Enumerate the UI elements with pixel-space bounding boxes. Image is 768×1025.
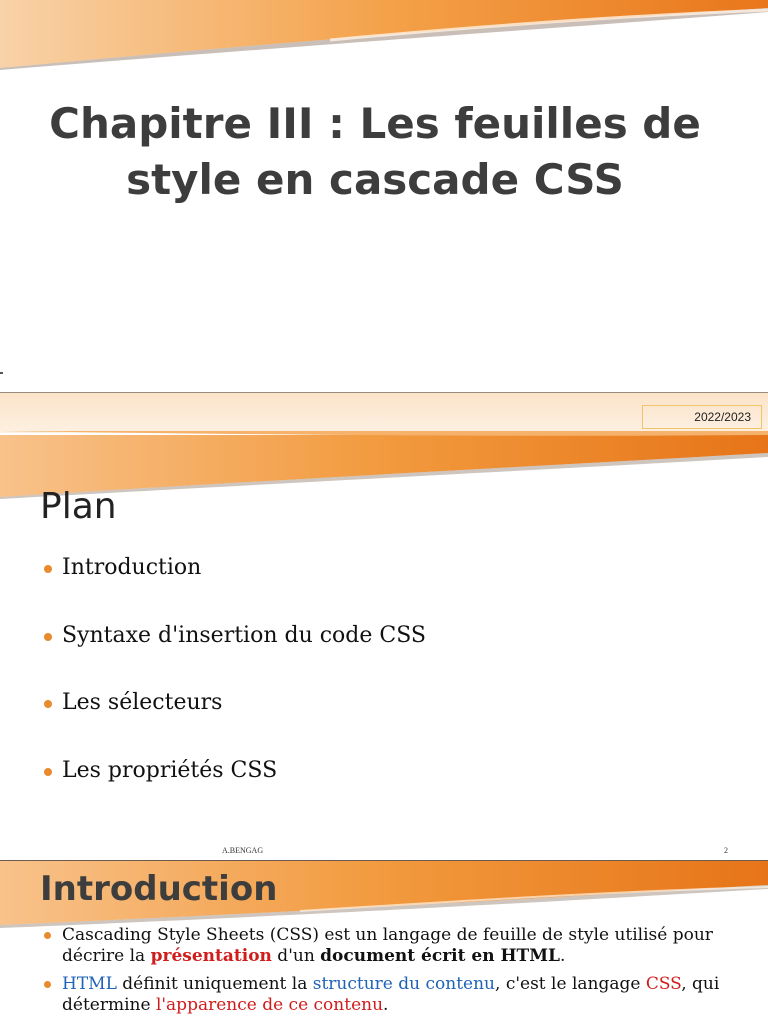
- slide-heading: Plan: [40, 486, 117, 527]
- paragraph-text: .: [383, 995, 389, 1015]
- highlight-document: document écrit en HTML: [320, 946, 560, 966]
- bullet-icon: [44, 633, 52, 641]
- slide-marker: [0, 372, 3, 374]
- paragraph-text: Cascading Style Sheets (CSS) est un langage de feuille de style utilisé pour décrire la: [62, 925, 713, 966]
- intro-slide: [0, 860, 768, 1025]
- bullet-icon: [44, 932, 51, 939]
- slide-title: Chapitre III : Les feuilles de style en cascade CSS: [49, 99, 701, 204]
- highlight-presentation: présentation: [150, 946, 272, 966]
- highlight-structure: structure du contenu: [312, 974, 496, 994]
- list-item-label: Les sélecteurs: [62, 690, 223, 715]
- list-item-label: Les propriétés CSS: [62, 757, 278, 783]
- bullet-icon: [44, 768, 52, 776]
- title-slide: [0, 0, 768, 392]
- list-item: [44, 688, 426, 756]
- page-number: 2: [724, 846, 728, 855]
- bullet-icon: [44, 981, 51, 988]
- highlight-css: CSS: [645, 974, 682, 994]
- paragraph-text: .: [559, 946, 566, 966]
- list-item: [44, 925, 756, 967]
- paragraph-text: d'un: [271, 946, 321, 966]
- plan-slide: [0, 392, 768, 861]
- orange-swoosh-decoration: [0, 0, 768, 70]
- bullet-icon: [44, 565, 52, 573]
- date-label: 2022/2023: [642, 405, 762, 429]
- list-item: [44, 756, 426, 824]
- paragraph-text: , qui détermine: [62, 974, 720, 1015]
- paragraph-text: définit uniquement la: [116, 974, 313, 994]
- plan-list: [44, 553, 426, 823]
- list-item-label: Introduction: [62, 555, 202, 580]
- highlight-html: HTML: [62, 974, 117, 994]
- list-item: [44, 621, 426, 689]
- footer-author: A.BENGAG: [222, 846, 264, 855]
- list-item: [44, 553, 426, 621]
- list-item-label: Syntaxe d'insertion du code CSS: [62, 622, 426, 648]
- paragraph-text: , c'est le langage: [495, 974, 646, 994]
- highlight-appearance: l'apparence de ce contenu: [155, 995, 384, 1015]
- bullet-icon: [44, 700, 52, 708]
- intro-list: [44, 925, 756, 1023]
- list-item: [44, 974, 756, 1016]
- slide-heading: Introduction: [40, 869, 278, 909]
